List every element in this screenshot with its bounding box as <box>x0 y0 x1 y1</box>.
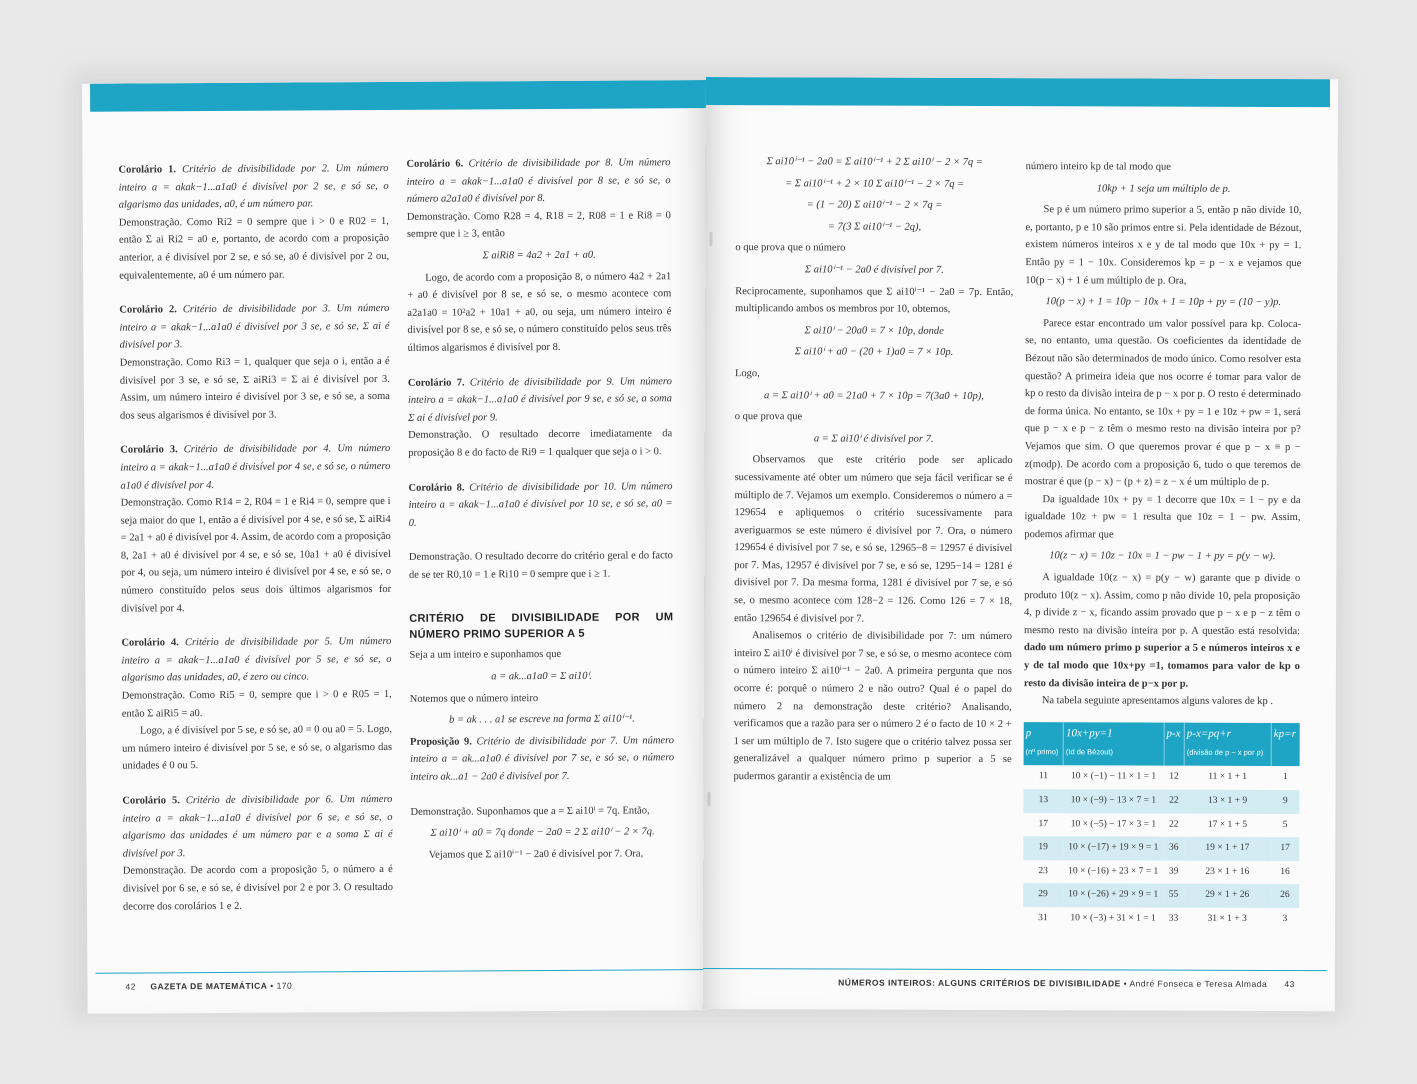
left-page <box>82 80 714 1014</box>
footer-line <box>703 967 1327 971</box>
footer-line <box>95 968 713 973</box>
equation: a = ak...a1a0 = Σ ai10ⁱ. <box>491 670 593 683</box>
paragraph: A igualdade 10(z − x) = p(y − w) garante que p divide o produto 10(z − x). Assim, como p não divide 10, pela proposição 4, p divide z − x, ficando assim provado que p − x e p − z têm o mesmo resto na divisão inteira por p. A questão está resolvida: dado um número primo p superior a 5 e números inteiros x e y de tal modo que 10x+py =1, tomamos para valor de kp o resto da divisão inteira de p−x por p. <box>1023 572 1301 690</box>
equation: Σ ai10ⁱ⁻¹ − 2a0 é divisível por 7. <box>804 264 944 276</box>
corollary-8-proof: Demonstração. O resultado decorre do critério geral e do facto de se ter R0,10 = 1 e Ri10 = 0 sempre que i ≥ 1. <box>408 550 673 581</box>
footer <box>838 977 1295 989</box>
table-row: 31 10 × (−3) + 31 × 1 = 1 33 31 × 1 + 3 3 <box>1038 913 1288 925</box>
corollary-6: Corolário 6. Critério de divisibilidade por 8. Um número inteiro a = akak−1...a1a0 é divisível por 8 se, e só se, o número a2a1a0 é divisível por 8. <box>406 157 671 206</box>
paragraph: Parece estar encontrado um valor possível para kp. Coloca-se, no entanto, uma questão. Os coeficientes da identidade de Bézout não são determinados de modo único. Como resolver esta questão? A primeira ideia que nos ocorre é tomar para valor de kp o resto da divisão inteira de p − x por p. O resto é determinado de forma única. No entanto, se 10x + py = 1 e 10z + pw = 1, será que p − x e p − z têm o mesmo resto na divisão inteira por p? Vejamos que sim. O que queremos provar é que p − x ≡ p − z(modp). De acordo com a proposição 6, tudo o que teremos de mostrar é que (p − x) − (p + z) = z − x é um múltiplo de p. <box>1024 317 1302 489</box>
corollary-3: Corolário 3. Critério de divisibilidade por 4. Um número inteiro a = akak−1...a1a0 é divisível por 4 se, e só se, o número a1a0 é divisível por 4. <box>120 443 391 492</box>
equation: Σ ai10ⁱ − 20a0 = 7 × 10p, donde <box>804 325 944 337</box>
table-row: 17 10 × (−5) − 17 × 3 = 1 22 17 × 1 + 5 5 <box>1038 818 1288 830</box>
corollary-4-conclusion: Logo, a é divisível por 5 se, e só se, a0 = 0 ou a0 = 5. Logo, um número inteiro é divisível por 5 se, e só se, o algarismo das unidades é 0 ou 5. <box>122 724 393 772</box>
paragraph: o que prova que <box>734 411 803 423</box>
paragraph: o que prova que o número <box>735 242 846 254</box>
equation: 10(z − x) = 10z − 10x = 1 − pw − 1 + py = p(y − w). <box>1049 550 1276 563</box>
paragraph: Na tabela seguinte apresentamos alguns valores de kp . <box>1041 695 1274 708</box>
equation: = Σ ai10ⁱ⁻¹ + 2 × 10 Σ ai10ⁱ⁻¹ − 2 × 7q = <box>785 177 965 190</box>
staple <box>707 792 710 806</box>
corollary-4-proof: Demonstração. Como Ri5 = 0, sempre que i > 0 e R05 = 1, então Σ aiRi5 = a0. <box>121 688 392 720</box>
table-row: 11 10 × (−1) − 11 × 1 = 1 12 11 × 1 + 1 1 <box>1038 771 1288 783</box>
page-number: 42 <box>125 981 137 992</box>
proposition-9-proof: Demonstração. Suponhamos que a = Σ ai10ⁱ = 7q. Então, <box>410 804 650 818</box>
equation: 10kp + 1 seja um múltiplo de p. <box>1096 182 1231 195</box>
equation: = (1 − 20) Σ ai10ⁱ⁻¹ − 2 × 7q = <box>806 199 943 212</box>
corollary-1-proof: Demonstração. Como Ri2 = 0 sempre que i > 0 e R02 = 1, então Σ ai Ri2 = a0 e, portanto, de acordo com a proposição anterior, a é divisível por 2 se, e só se, a0 é divisível por 2 ou, equivalentemente, a0 é um número par. <box>118 215 390 282</box>
corollary-5: Corolário 5. Critério de divisibilidade por 6. Um número inteiro a = akak−1...a1a0 é divisível por 6 se, e só se, o algarismo das unidades é um número par e a soma Σ ai é divisível por 3. <box>122 793 393 860</box>
page-number: 43 <box>1284 979 1295 990</box>
article-authors: • André Fonseca e Teresa Almada <box>1123 978 1268 989</box>
paragraph: Observamos que este critério pode ser aplicado sucessivamente até obter um número que seja fácil verificar se é múltiplo de 7. Vejamos um exemplo. Consideremos o número a = 129654 e apliquemos o critério sucessivamente para averiguarmos se este número é divisível por 7. Ora, o número 129654 é divisível por 7 se, e só se, 12965−8 = 12957 é divisível por 7. Mas, 12957 é divisível por 7 se, e só se, 1295−14 = 1281 é divisível por 7. Da mesma forma, 1281 é divisível por 7 se, e só se, o mesmo acontece com 128−2 = 126. Como 126 = 7 × 18, então 129654 é divisível por 7. <box>734 454 1013 625</box>
paragraph: Seja a um inteiro e suponhamos que <box>409 649 562 662</box>
paragraph: Vejamos que Σ ai10ⁱ⁻¹ − 2a0 é divisível por 7. Ora, <box>428 848 644 861</box>
left-column-2 <box>406 154 674 864</box>
paragraph: Analisemos o critério de divisibilidade por 7: um número inteiro Σ ai10ⁱ é divisível por 7 se, e só se, o mesmo acontece com o número inteiro Σ ai10ⁱ⁻¹ − 2a0. A primeira pergunta que nos ocorre é: porquê o número 2 e não outro? Qual é o papel do número 2 na demonstração deste critério? Analisando, verificamos que a razão para ser o número 2 é o facto de 10 × 2 + 1 ser um múltiplo de 7. Isto sugere que o critério talvez possa ser generalizável a qualquer número primo p superior a 5 se pudermos garantir a existência de um <box>733 630 1013 783</box>
corollary-2-proof: Demonstração. Como Ri3 = 1, qualquer que seja o i, então a é divisível por 3 se, e só se, Σ aiRi3 = Σ ai é divisível por 3. Assim, um número inteiro é divisível por 3 se, e só se, a soma dos seus algarismos é divisível por 3. <box>119 355 390 422</box>
right-page <box>703 77 1338 1011</box>
paragraph: Reciprocamente, suponhamos que Σ ai10ⁱ⁻¹ − 2a0 = 7p. Então, multiplicando ambos os membros por 10, obtemos, <box>735 285 1014 316</box>
footer <box>125 981 292 992</box>
header-band <box>706 77 1330 107</box>
equation: Σ ai10ⁱ + a0 = 7q donde − 2a0 = 2 Σ ai10ⁱ − 2 × 7q. <box>430 826 655 839</box>
paragraph: número inteiro kp de tal modo que <box>1025 161 1171 173</box>
table-header: kp=r <box>1271 723 1300 767</box>
table-header: p (nº primo) <box>1024 722 1064 766</box>
paragraph: Notemos que o número inteiro <box>409 692 539 705</box>
corollary-7-proof: Demonstração. O resultado decorre imediatamente da proposição 8 e do facto de Ri9 = 1 qualquer que seja o i > 0. <box>408 428 673 459</box>
corollary-6-conclusion: Logo, de acordo com a proposição 8, o número 4a2 + 2a1 + a0 é divisível por 8 se, e só se, o mesmo acontece com a2a1a0 = 10²a2 + 10a1 + a0, ou seja, um número inteiro é divisível por 8 se, e só se, o número constituído pelos seus três últimos algarismos é divisível por 8. <box>407 270 672 354</box>
proposition-9: Proposição 9. Critério de divisibilidade por 7. Um número inteiro a = ak...a1a0 é divisível por 7 se, e só se, o número inteiro ak...a1 − 2a0 é divisível por 7. <box>410 735 675 783</box>
table-row: 19 10 × (−17) + 19 × 9 = 1 36 19 × 1 + 17 17 <box>1023 836 1299 861</box>
paragraph: Logo, <box>734 368 760 380</box>
equation: 10(p − x) + 1 = 10p − 10x + 1 = 10p + py = (10 − y)p. <box>1045 296 1282 309</box>
corollary-8: Corolário 8. Critério de divisibilidade por 10. Um número inteiro a = akak−1...a1a0 é divisível por 10 se, e só se, a0 = 0. <box>408 480 673 529</box>
header-band <box>90 80 708 112</box>
left-column-1 <box>118 160 393 916</box>
magazine-title: GAZETA DE MATEMÁTICA <box>150 980 268 992</box>
table-row: 13 10 × (−9) − 13 × 7 = 1 22 13 × 1 + 9 9 <box>1023 789 1299 814</box>
equation: Σ aiRi8 = 4a2 + 2a1 + a0. <box>482 249 596 262</box>
equation: b = ak . . . a1 se escreve na forma Σ ai10ⁱ⁻¹. <box>449 713 635 726</box>
equation: Σ ai10ⁱ + a0 − (20 + 1)a0 = 7 × 10p. <box>794 346 954 359</box>
issue-number: • 170 <box>270 980 293 991</box>
corollary-6-proof: Demonstração. Como R28 = 4, R18 = 2, R08 = 1 e Ri8 = 0 sempre que i ≥ 3, então <box>406 210 671 241</box>
article-title: NÚMEROS INTEIROS: ALGUNS CRITÉRIOS DE DIVISIBILIDADE <box>838 977 1121 989</box>
corollary-4: Corolário 4. Critério de divisibilidade por 5. Um número inteiro a = akak−1...a1a0 é divisível por 5 se, e só se, o algarismo das unidades, a0, é zero ou cinco. <box>121 636 392 685</box>
right-column-2 <box>1023 158 1302 932</box>
table-row: 23 10 × (−16) + 23 × 7 = 1 39 23 × 1 + 16 16 <box>1038 865 1290 877</box>
kp-values-table <box>1023 722 1300 932</box>
table-header: p-x=pq+r (divisão de p − x por p) <box>1184 722 1271 766</box>
equation: a = Σ ai10ⁱ + a0 = 21a0 + 7 × 10p = 7(3a0 + 10p), <box>763 389 984 402</box>
table-header: 10x+py=1 (Id de Bézout) <box>1063 722 1164 766</box>
paragraph: Se p é um número primo superior a 5, então p não divide 10, e, portanto, p e 10 são primos entre si. Pela identidade de Bézout, existem números inteiros x e y de tal modo que 10x + py = 1. Então py = 1 − 10x. Consideremos kp = p − x e vejamos que 10(p − x) + 1 é um múltiplo de p. Ora, <box>1025 204 1302 287</box>
corollary-1: Corolário 1. Critério de divisibilidade por 2. Um número inteiro a = akak−1...a1a0 é divisível por 2 se, e só se, o algarismo das unidades, a0, é um número par. <box>118 162 389 211</box>
paragraph: Da igualdade 10x + py = 1 decorre que 10x = 1 − py e da igualdade 10z + pw = 1 resulta que 10z = 1 − pw. Assim, podemos afirmar que <box>1024 493 1301 541</box>
equation: a = Σ ai10ⁱ é divisível por 7. <box>813 433 934 445</box>
staple <box>709 232 712 246</box>
corollary-5-proof: Demonstração. De acordo com a proposição 5, o número a é divisível por 6 se, e só se, é divisível por 2 e por 3. O resultado decorre dos corolários 1 e 2. <box>122 864 393 913</box>
section-heading: CRITÉRIO DE DIVISIBILIDADE POR UM NÚMERO PRIMO SUPERIOR A 5 <box>409 611 674 642</box>
right-column-1 <box>734 149 1014 787</box>
table-header: p-x <box>1164 722 1184 766</box>
corollary-3-proof: Demonstração. Como R14 = 2, R04 = 1 e Ri4 = 0, sempre que i seja maior do que 1, então a é divisível por 4 se, e só se, Σ aiRi4 = 2a1 + a0 é divisível por 4. Assim, de acordo com a proposição 8, 2a1 + a0 é divisível por 4 se, e só se, 10a1 + a0 é divisível por 4, ou seja, um número inteiro é divisível por 4 se, e só se, o número constituído pelos seus dois últimos algarismos for divisível por 4. <box>120 496 392 615</box>
table-row: 29 10 × (−26) + 29 × 9 = 1 55 29 × 1 + 26 26 <box>1023 883 1299 908</box>
equation: = 7(3 Σ ai10ⁱ⁻¹ − 2q), <box>827 221 922 233</box>
equation: Σ ai10ⁱ⁻¹ − 2a0 = Σ ai10ⁱ⁻¹ + 2 Σ ai10ⁱ − 2 × 7q = <box>766 156 983 168</box>
corollary-2: Corolário 2. Critério de divisibilidade por 3. Um número inteiro a = akak−1...a1a0 é divisível por 3 se, e só se, Σ ai é divisível por 3. <box>119 303 390 351</box>
corollary-7: Corolário 7. Critério de divisibilidade por 9. Um número inteiro a = akak−1...a1a0 é divisível por 9 se, e só se, a soma Σ ai é divisível por 9. <box>407 375 672 424</box>
